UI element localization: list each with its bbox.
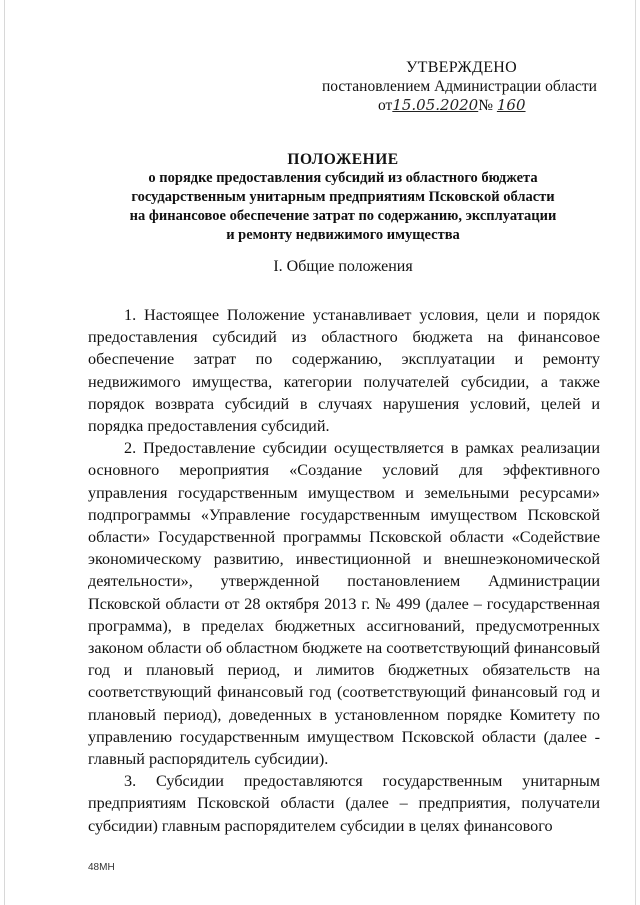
subtitle-line: на финансовое обеспечение затрат по содержанию, эксплуатации [129, 208, 557, 224]
scan-edge-right [635, 0, 636, 905]
handwritten-number: 160 [496, 96, 526, 114]
subtitle-line: о порядке предоставления субсидий из областного бюджета [148, 170, 538, 186]
paragraph-3: 3. Субсидии предоставляются государственным унитарным предприятиям Псковской области (далее – предприятия, получатели субсидии) главным распорядителем субсидии в целях финансового [88, 772, 600, 835]
section-heading: I. Общие положения [273, 258, 413, 275]
number-prefix: № [478, 97, 494, 114]
footer-code: 48МН [88, 862, 115, 873]
document-title-block [80, 150, 606, 245]
paragraph-2: 2. Предоставление субсидии осуществляется в рамках реализации основного мероприятия «Создание условий для эффективного управления государственным имуществом и земельными ресурсами» подпрограммы «Управление государственным имуществом Псковской области» Государственной программы Псковской области «Содействие экономическому развитию, инвестиционной и внешнеэкономической деятельности», утвержденной постановлением Администрации Псковской области от 28 октября 2013 г. № 499 (далее – государственная программа), в пределах бюджетных ассигнований, предусмотренных законом области об областном бюджете на соответствующий финансовый год и плановый период, и лимитов бюджетных обязательств на соответствующий финансовый год (соответствующий финансовый год и плановый период), доведенных в установленном порядке Комитету по управлению государственным имуществом Псковской области (далее - главный распорядитель субсидии). [88, 439, 601, 769]
approval-decree: постановлением Администрации области [322, 78, 597, 95]
date-prefix: от [378, 97, 393, 114]
handwritten-date: 15.05.2020 [392, 96, 479, 114]
approval-title: УТВЕРЖДЕНО [406, 59, 518, 76]
approval-stamp [322, 58, 612, 115]
document-body [88, 304, 600, 837]
scan-edge-left [4, 0, 5, 905]
subtitle-line: государственным унитарным предприятиям Псковской области [131, 189, 555, 205]
approval-date-line [322, 96, 612, 115]
paragraph-1: 1. Настоящее Положение устанавливает условия, цели и порядок предоставления субсидий из областного бюджета на финансовое обеспечение затрат по содержанию, эксплуатации и ремонту недвижимого имущества, категории получателей субсидии, а также порядок возврата субсидий в случаях нарушения условий, целей и порядка предоставления субсидий. [88, 306, 600, 436]
subtitle-line: и ремонту недвижимого имущества [226, 227, 460, 243]
document-title: ПОЛОЖЕНИЕ [287, 151, 399, 168]
